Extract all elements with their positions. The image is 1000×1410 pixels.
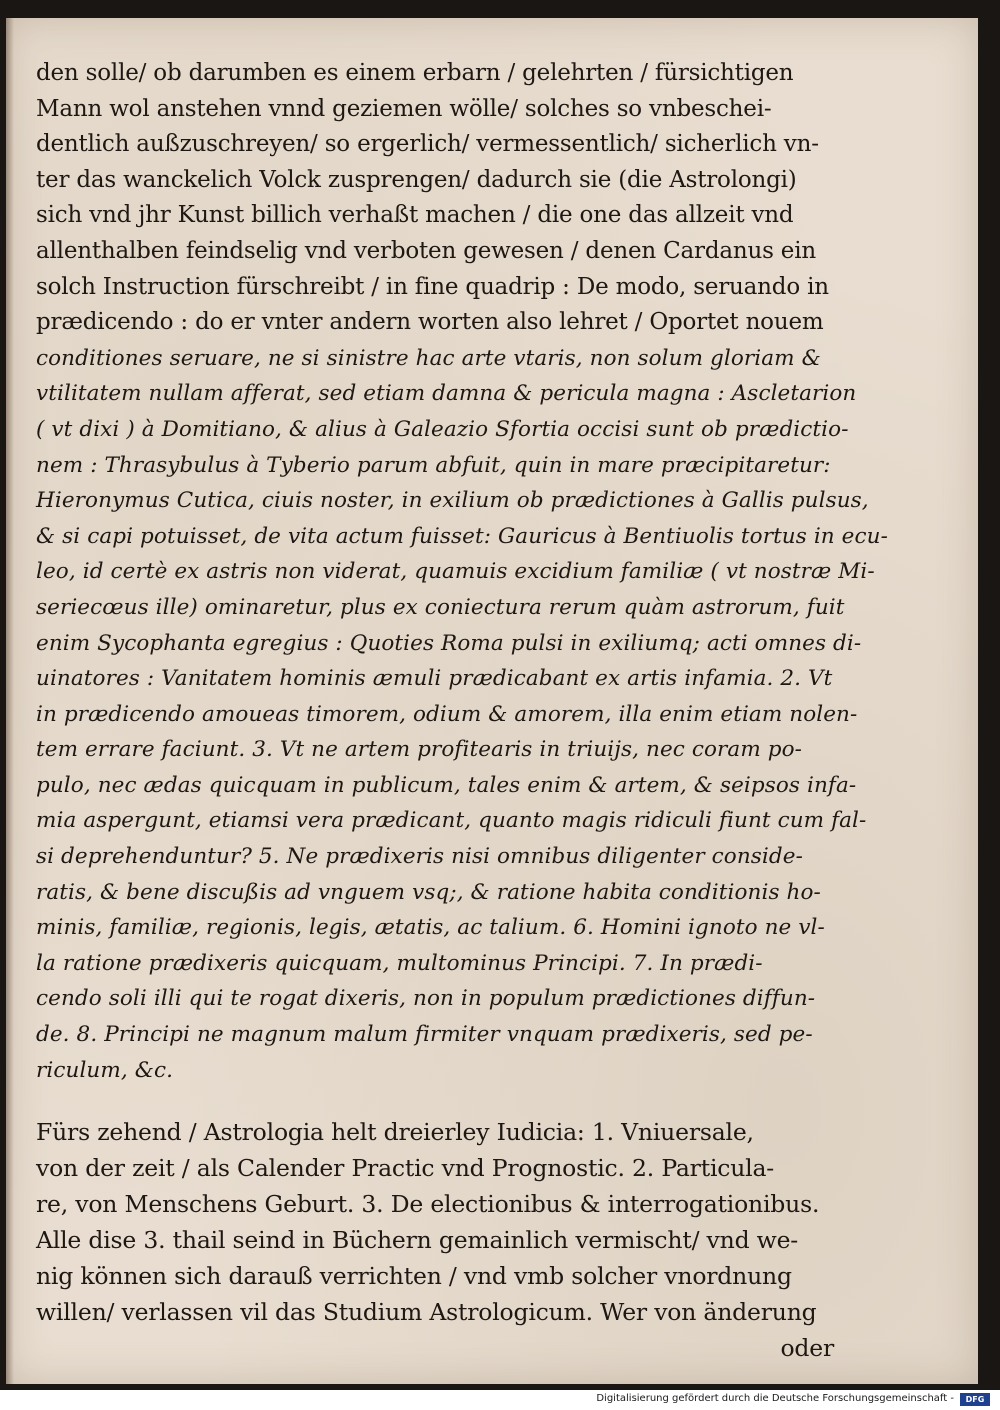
text-line: mia aspergunt, etiamsi vera prædicant, quanto magis ridiculi fiunt cum fal- xyxy=(36,808,867,834)
text-line: allenthalben feindselig vnd verboten gewesen / denen Cardanus ein xyxy=(36,237,816,264)
text-line: conditiones seruare, ne si sinistre hac arte vtaris, non solum gloriam & xyxy=(36,345,821,371)
text-line: nem : Thrasybulus à Tyberio parum abfuit, quin in mare præcipitaretur: xyxy=(36,452,831,478)
text-line: Alle dise 3. thail seind in Büchern gemainlich vermischt/ vnd we- xyxy=(36,1226,799,1255)
text-line: uinatores : Vanitatem hominis æmuli prædicabant ex artis infamia. 2. Vt xyxy=(36,666,833,692)
text-line: willen/ verlassen vil das Studium Astrologicum. Wer von änderung xyxy=(36,1298,817,1327)
digitization-footer xyxy=(0,1390,1000,1410)
page-text xyxy=(36,56,888,1366)
text-line: la ratione prædixeris quicquam, multominus Principi. 7. In prædi- xyxy=(36,950,763,976)
text-line: ter das wanckelich Volck zusprengen/ dadurch sie (die Astrolongi) xyxy=(36,166,797,193)
text-line: ratis, & bene discußis ad vnguem vsq;, & ratione habita conditionis ho- xyxy=(36,879,821,905)
text-line: den solle/ ob darumben es einem erbarn / gelehrten / fürsichtigen xyxy=(36,60,794,86)
text-line: Fürs zehend / Astrologia helt dreierley Iudicia: 1. Vniuersale, xyxy=(36,1118,754,1147)
text-line: pulo, nec ædas quicquam in publicum, tales enim & artem, & seipsos infa- xyxy=(36,772,857,798)
text-line: Hieronymus Cutica, ciuis noster, in exilium ob prædictiones à Gallis pulsus, xyxy=(36,488,869,514)
text-line: solch Instruction fürschreibt / in fine quadrip : De modo, seruando in xyxy=(36,273,829,300)
book-page xyxy=(6,18,978,1384)
text-line: sich vnd jhr Kunst billich verhaßt machen / die one das allzeit vnd xyxy=(36,202,794,229)
text-line: leo, id certè ex astris non viderat, quamuis excidium familiæ ( vt nostræ Mi- xyxy=(36,559,875,585)
text-line: & si capi potuisset, de vita actum fuisset: Gauricus à Bentiuolis tortus in ecu- xyxy=(36,523,888,549)
text-line: seriecœus ille) ominaretur, plus ex coniectura rerum quàm astrorum, fuit xyxy=(36,594,845,620)
text-line: von der zeit / als Calender Practic vnd Prognostic. 2. Particula- xyxy=(36,1154,775,1183)
paragraph-2 xyxy=(36,1114,836,1366)
text-line: dentlich außzuschreyen/ so ergerlich/ vermessentlich/ sicherlich vn- xyxy=(36,131,819,158)
text-line: de. 8. Principi ne magnum malum firmiter vnquam prædixeris, sed pe- xyxy=(36,1022,813,1048)
text-line: prædicendo : do er vnter andern worten also lehret / Oportet nouem xyxy=(36,309,824,336)
dfg-logo-icon: DFG xyxy=(960,1393,990,1406)
text-line: ( vt dixi ) à Domitiano, & alius à Galeazio Sfortia occisi sunt ob prædictio- xyxy=(36,416,849,442)
funding-credit: Digitalisierung gefördert durch die Deutsche Forschungsgemeinschaft - xyxy=(596,1393,954,1404)
text-line: tem errare faciunt. 3. Vt ne artem profitearis in triuijs, nec coram po- xyxy=(36,737,803,763)
text-line: si deprehenduntur? 5. Ne prædixeris nisi omnibus diligenter conside- xyxy=(36,844,803,870)
text-line: Mann wol anstehen vnnd geziemen wölle/ solches so vnbeschei- xyxy=(36,95,772,122)
text-line: vtilitatem nullam afferat, sed etiam damna & pericula magna : Ascletarion xyxy=(36,381,857,407)
text-line: nig können sich darauß verrichten / vnd vmb solcher vnordnung xyxy=(36,1262,792,1291)
paragraph-spacer xyxy=(36,1088,836,1114)
catchword: oder xyxy=(780,1334,834,1363)
text-line: minis, familiæ, regionis, legis, ætatis, ac talium. 6. Homini ignoto ne vl- xyxy=(36,915,825,941)
page-binding-shadow xyxy=(6,18,14,1384)
text-line: cendo soli illi qui te rogat dixeris, non in populum prædictiones diffun- xyxy=(36,986,816,1012)
text-line: in prædicendo amoueas timorem, odium & amorem, illa enim etiam nolen- xyxy=(36,701,858,727)
text-line: re, von Menschens Geburt. 3. De electionibus & interrogationibus. xyxy=(36,1190,820,1219)
text-line: riculum, &c. xyxy=(36,1057,174,1083)
paragraph-1 xyxy=(36,56,888,1088)
text-line: enim Sycophanta egregius : Quoties Roma pulsi in exiliumq; acti omnes di- xyxy=(36,630,862,656)
